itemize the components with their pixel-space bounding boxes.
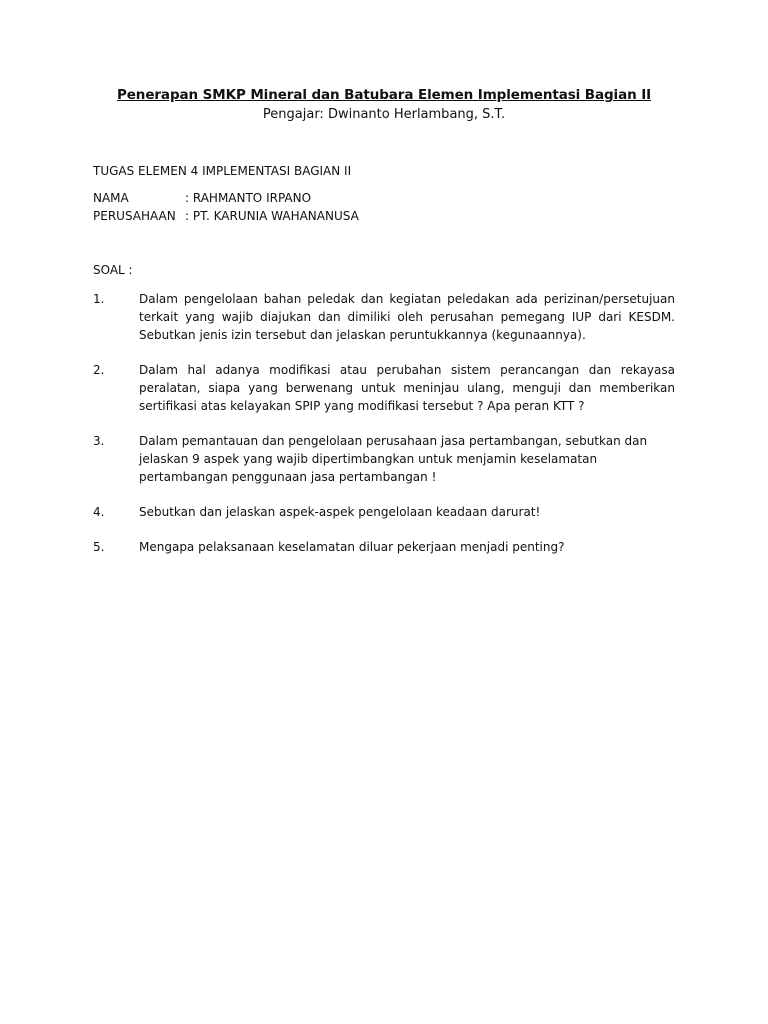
question-number: 4. (93, 505, 105, 519)
document-subtitle: Pengajar: Dwinanto Herlambang, S.T. (262, 107, 506, 122)
question-number: 2. (93, 363, 105, 377)
list-item (93, 538, 675, 556)
question-text: Dalam pengelolaan bahan peledak dan kegiatan peledakan ada perizinan/persetujuan terkait yang wajib diajukan dan dimiliki oleh perusahan pemegang IUP dari KESDM. Sebutkan jenis izin tersebut dan jelaskan peruntukkannya (kegunaannya). (139, 292, 675, 342)
name-value: : RAHMANTO IRPANO (185, 191, 312, 205)
info-row-name (93, 191, 311, 205)
name-label: NAMA (93, 191, 129, 205)
company-value: : PT. KARUNIA WAHANANUSA (185, 209, 359, 223)
question-text: Dalam pemantauan dan pengelolaan perusahaan jasa pertambangan, sebutkan dan jelaskan 9 aspek yang wajib dipertimbangkan untuk menjamin keselamatan pertambangan penggunaan jasa pertambangan ! (139, 434, 648, 484)
question-number: 5. (93, 540, 105, 554)
list-item (93, 361, 675, 415)
task-heading: TUGAS ELEMEN 4 IMPLEMENTASI BAGIAN II (93, 164, 352, 178)
info-row-company (93, 209, 359, 223)
question-text: Dalam hal adanya modifikasi atau perubahan sistem perancangan dan rekayasa peralatan, siapa yang berwenang untuk meninjau ulang, menguji dan memberikan sertifikasi atas kelayakan SPIP yang modifikasi tersebut ? Apa peran KTT ? (139, 363, 675, 413)
list-item (93, 290, 675, 344)
company-label: PERUSAHAAN (93, 209, 176, 223)
list-item (93, 503, 675, 521)
question-text: Mengapa pelaksanaan keselamatan diluar pekerjaan menjadi penting? (139, 540, 565, 554)
document-title: Penerapan SMKP Mineral dan Batubara Elemen Implementasi Bagian II (116, 87, 652, 103)
question-number: 3. (93, 434, 105, 448)
question-list (93, 290, 675, 573)
question-number: 1. (93, 292, 105, 306)
question-text: Sebutkan dan jelaskan aspek-aspek pengelolaan keadaan darurat! (139, 505, 541, 519)
list-item (93, 432, 675, 486)
soal-label: SOAL : (93, 263, 133, 277)
